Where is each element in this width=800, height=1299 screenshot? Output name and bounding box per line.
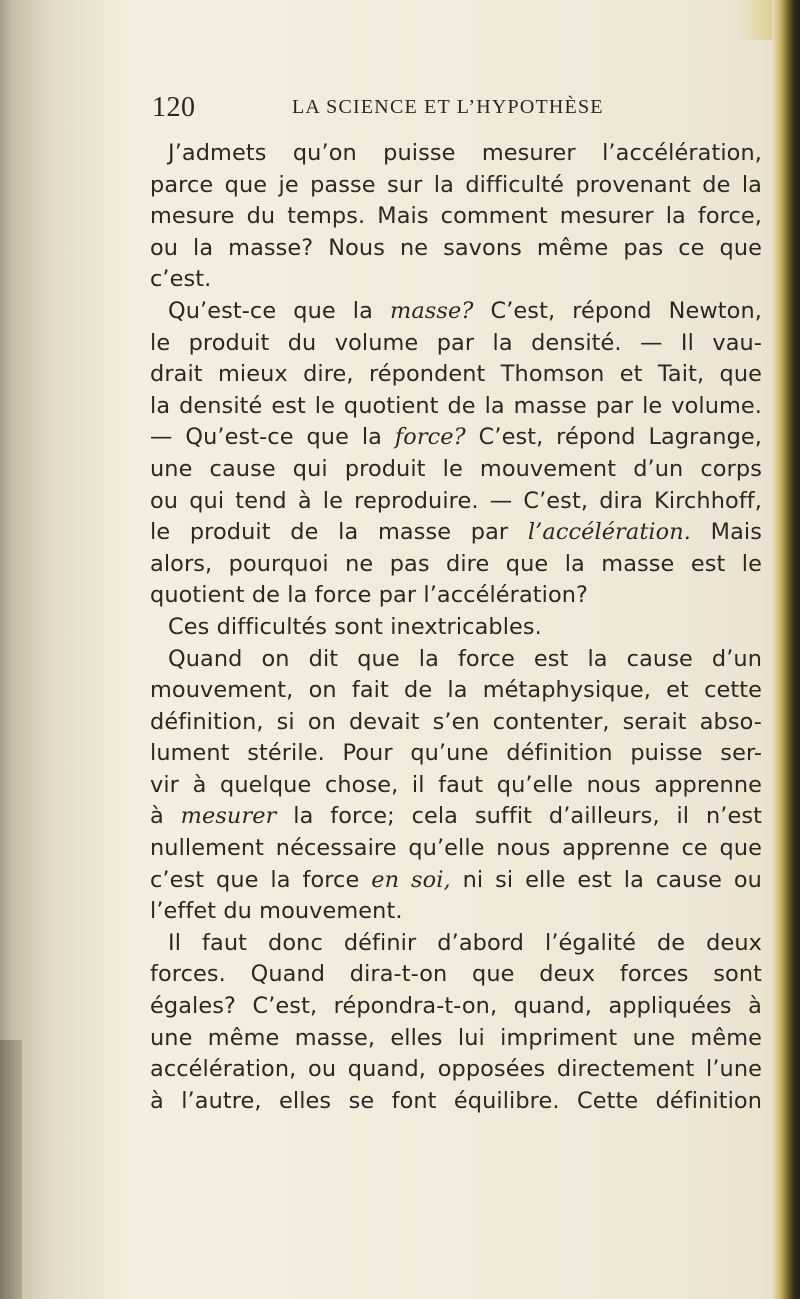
text-line: définition, si on devait s’en contenter, serait abso- (150, 708, 762, 735)
text-line: à mesurer la force; cela suffit d’ailleurs, il n’est (150, 803, 762, 830)
emphasis-text: force? (394, 424, 466, 451)
text-line: vir à quelque chose, il faut qu’elle nous apprenne (150, 771, 762, 798)
text-line: Il faut donc définir d’abord l’égalité de deux (168, 929, 762, 956)
text-line: Ces difficultés sont inextricables. (168, 613, 542, 640)
text-line: à l’autre, elles se font équilibre. Cette définition (150, 1087, 762, 1114)
text-line: une cause qui produit le mouvement d’un corps (150, 455, 762, 482)
text-line: nullement nécessaire qu’elle nous apprenne ce que (150, 835, 762, 862)
text-line: mouvement, on fait de la métaphysique, et cette (150, 677, 762, 704)
text-line: la densité est le quotient de la masse par le volume. (150, 392, 762, 419)
emphasis-text: l’accélération. (527, 519, 691, 546)
running-header (152, 92, 752, 124)
text-line: ou la masse? Nous ne savons même pas ce que (150, 234, 762, 261)
page-number: 120 (152, 92, 196, 123)
emphasis-text: masse? (390, 297, 474, 324)
text-line: drait mieux dire, répondent Thomson et Tait, que (150, 361, 762, 388)
running-title: LA SCIENCE ET L’HYPOTHÈSE (292, 96, 604, 118)
text-line: mesure du temps. Mais comment mesurer la force, (150, 203, 762, 230)
text-line: parce que je passe sur la difficulté provenant de la (150, 171, 762, 198)
page-right-edge (772, 0, 800, 1299)
text-line: le produit de la masse par l’accélération. Mais (150, 519, 763, 546)
text-line: lument stérile. Pour qu’une définition puisse ser- (150, 740, 762, 767)
emphasis-text: en soi, (371, 866, 451, 893)
text-line: J’admets qu’on puisse mesurer l’accélération, (168, 140, 762, 166)
page-binding-edge (0, 1040, 22, 1299)
text-line: — Qu’est-ce que la force? C’est, répond Lagrange, (150, 424, 762, 451)
text-line: Qu’est-ce que la masse? C’est, répond Newton, (168, 297, 762, 324)
text-line: accélération, ou quand, opposées directement l’une (150, 1056, 762, 1083)
body-text (150, 138, 762, 1117)
text-line: quotient de la force par l’accélération? (150, 582, 589, 609)
text-line: c’est que la force en soi, ni si elle est la cause ou (150, 866, 762, 893)
text-line: Quand on dit que la force est la cause d’un (168, 645, 762, 672)
text-line: le produit du volume par la densité. — Il vau- (150, 329, 762, 356)
text-line: une même masse, elles lui impriment une même (150, 1024, 762, 1051)
emphasis-text: mesurer (180, 803, 277, 830)
text-line: égales? C’est, répondra-t-on, quand, appliquées à (150, 993, 762, 1020)
text-line: alors, pourquoi ne pas dire que la masse est le (150, 550, 762, 577)
text-line: ou qui tend à le reproduire. — C’est, dira Kirchhoff, (150, 487, 762, 514)
text-line: forces. Quand dira-t-on que deux forces sont (150, 961, 762, 988)
text-line: c’est. (150, 266, 212, 293)
text-line: l’effet du mouvement. (150, 898, 403, 925)
